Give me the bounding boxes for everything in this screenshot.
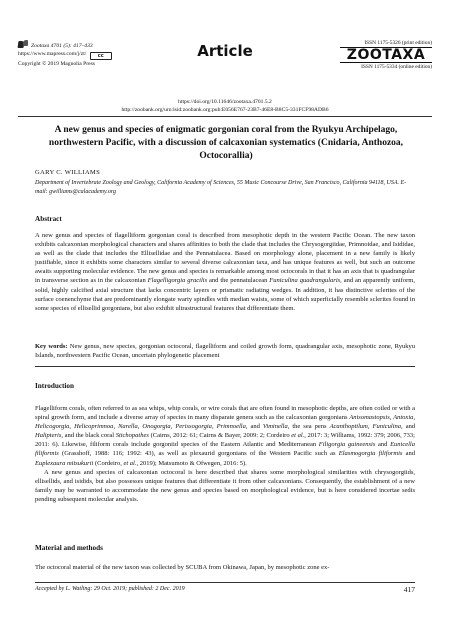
article-title: A new genus and species of enigmatic gorgonian coral from the Ryukyu Archipelago, northwestern Pacific, with a discussion of calcaxonian systematics (Cnidaria, Anthozoa, Octocorallia) bbox=[48, 125, 404, 161]
keywords-text: New genus, new species, gorgonian octocoral, flagelliform and coiled growth form, quadrangular axis, mesophotic zone, Ryukyu Islands, northwestern Pacific Ocean, uncertain phylogenetic placement bbox=[35, 343, 416, 360]
author-affiliation: Department of Invertebrate Zoology and Geology, California Academy of Sciences, 55 Music Concourse Drive, San Francisco, California 94118, USA. E-mail: gwilliams@calacademy.org bbox=[35, 180, 407, 195]
zootaxa-logo: ZOOTAXA bbox=[340, 47, 432, 63]
magnolia-press-logo bbox=[18, 40, 29, 49]
keywords-label: Key words: bbox=[35, 343, 68, 350]
author-name: GARY C. WILLIAMS bbox=[35, 169, 101, 176]
journal-header bbox=[18, 40, 432, 92]
journal-issue: Zootaxa 4701 (5): 417–433 bbox=[31, 43, 93, 49]
methods-text: The octocoral material of the new taxon was collected by SCUBA from Okinawa, Japan, by mesophotic zone ex- bbox=[35, 564, 330, 571]
page-number: 417 bbox=[403, 585, 415, 594]
journal-url[interactable]: https://www.mapress.com/j/zt/ bbox=[18, 51, 87, 57]
abstract-heading: Abstract bbox=[35, 215, 62, 223]
acceptance-note: Accepted by L. Watling: 29 Oct. 2019; published: 2 Dec. 2019 bbox=[35, 586, 185, 592]
keywords bbox=[35, 342, 415, 360]
intro-paragraph-2: A new genus and species of calcaxonian octocoral is here described that shares some morphological similarities with chrysogorgiids, ellisellids, and isidids, but also possesses unique features that differentiate it from other calcaxonians. Consequently, the establishment of a new family may be warranted to accommodate the new genus and species based on morphological evidence, but is here considered incertae sedis pending subsequent molecular analysis. bbox=[35, 468, 415, 503]
introduction-text bbox=[35, 404, 415, 504]
methods-heading: Material and methods bbox=[35, 544, 103, 552]
abstract-text: A new genus and species of flagelliform gorgonian coral is described from mesophotic depth in the western Pacific Ocean. The new taxon exhibits calcaxonian morphological characters and shares affinities to both the clade that includes the Chrysogorgiidae, Primnoidae, and Isididae, as well as the clade that includes the Ellisellidae and the Pennatulacea. Based on morphology alone, placement in a new family is likely justifiable, since it exhibits some characters similar to several diverse calcaxonian taxa, and has unique features as well, but such an outcome awaits supporting molecular evidence. The new genus and species is remarkable among most octocorals in that it has an axis that is quadrangular in transverse section as in the calcaxonian Flagelligorgia gracilis and the pennatulacean Funiculina quadrangularis, and an apparently uniform, solid, highly calcified axial structure that lacks concentric layers or prismatic radiating wedges. In addition, it has distinctive sclerites of the surface coenenchyme that are predominantly elongate warty spindles with median waists, some of which superficially resemble sclerites found in some species of ellisellid gorgonians, but also exhibit ultrastructural features that differentiate them. bbox=[35, 232, 415, 312]
issn-online: ISSN 1175-5334 (online edition) bbox=[361, 64, 432, 70]
intro-paragraph-1: Flagelliform corals, often referred to as sea whips, whip corals, or wire corals that are often found in mesophotic depths, are often coiled or with a spiral growth form, and include a diverse array of species in many disparate genera such as the calcaxonian gorgonians Anisomastopsis, Antoxia, Helicogorgia, Helicoprimnoa, Narella, Onogorgia, Perissogorgia, Primnoella, and Viminella, the sea pens Acanthoptilum, Funiculina, and Halipteris, and the black coral Stichopathes (Cairns, 2012: 61; Cairns & Bayer, 2009: 2; Cordeiro et al., 2017: 3; Williams, 1992: 379; 2006, 733; 2011: 6). Likewise, filiform corals include gorgoniid species of the Eastern Atlantic and Mediterranean Filigorgia guineensis and Eunicella filiformis (Grasshoff, 1988: 116; 1992: 43), as well as plexaurid gorgonians of the Western Pacific such as Elasmogorgia filiformis and Euplexaura mitsukurii (Cordeiro, et al., 2019); Matsumoto & Ofwegen, 2016: 5). bbox=[35, 405, 416, 467]
journal-info bbox=[18, 40, 112, 68]
zoobank-lsid[interactable]: http://zoobank.org/urn:lsid:zoobank.org:pub:E056E767-23B7-46E8-B8C5-331FCF98ADB6 bbox=[121, 107, 329, 113]
doi-link[interactable]: https://doi.org/10.11646/zootaxa.4701.5.2 bbox=[178, 99, 272, 105]
footer-divider bbox=[35, 582, 415, 583]
header-divider bbox=[18, 116, 432, 117]
issn-block bbox=[340, 40, 432, 70]
article-type-label: Article bbox=[197, 42, 253, 60]
introduction-heading: Introduction bbox=[35, 382, 75, 390]
copyright: Copyright © 2019 Magnolia Press bbox=[18, 61, 95, 67]
abstract-divider bbox=[35, 366, 415, 367]
issn-print: ISSN 1175-5326 (print edition) bbox=[364, 40, 432, 46]
cc-license-icon: cc bbox=[90, 52, 112, 60]
